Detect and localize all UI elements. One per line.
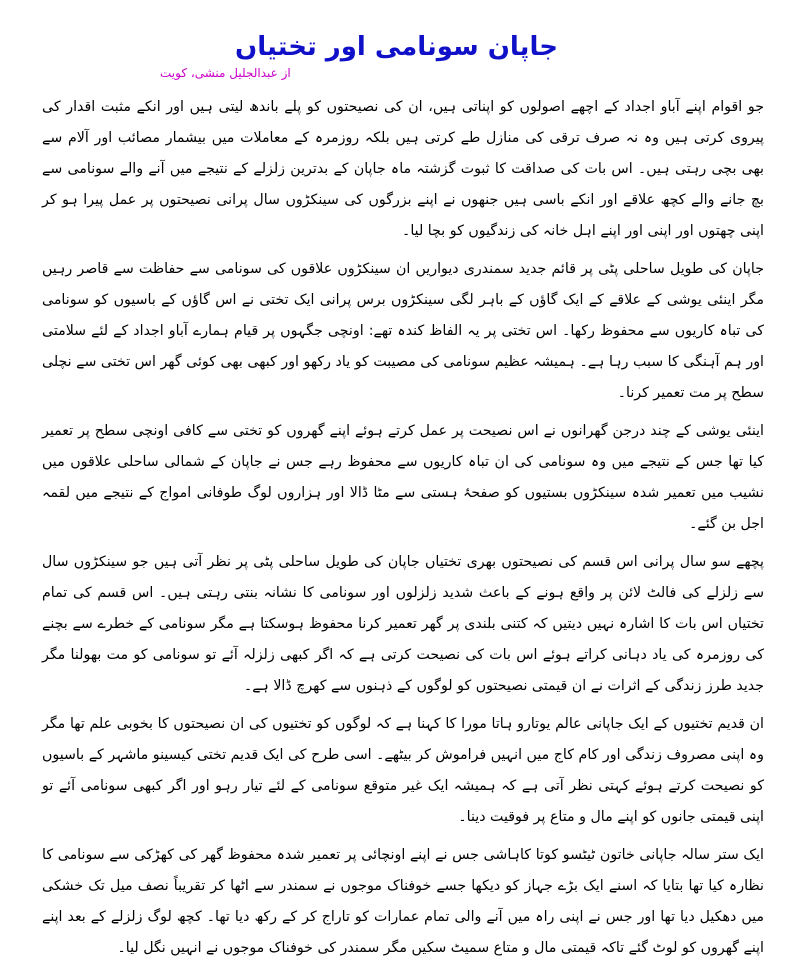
paragraph-2: جاپان کی طویل ساحلی پٹی پر قائم جدید سمندری دیواریں ان سینکڑوں علاقوں کی سونامی سے حفاظت سے قاصر رہیں مگر اینئی یوشی کے علاقے کے ایک گاؤں کے باہر لگی سینکڑوں برس پرانی ایک تختی نے اس گاؤں کے باسیوں کو سونامی کی تباہ کاریوں سے محفوظ رکھا۔ اس تختی پر یہ الفاظ کندہ تھے: اونچی جگہوں پر قیام ہمارے آباو اجداد کے لئے سلامتی اور ہم آہنگی کا سبب رہا ہے۔ ہمیشہ عظیم سونامی کی مصیبت کو یاد رکھو اور کبھی بھی کوئی گھر اس تختی سے نچلی سطح پر مت تعمیر کرنا۔ [42,261,764,401]
paragraph-3: اینئی یوشی کے چند درجن گھرانوں نے اس نصیحت پر عمل کرتے ہوئے اپنے گھروں کو تختی سے کافی اونچی سطح پر تعمیر کیا تھا جس کے نتیجے میں وہ سونامی کی ان تباہ کاریوں سے محفوظ رہے جس نے جاپان کے شمالی ساحلی علاقوں میں نشیب میں تعمیر شدہ سینکڑوں بستیوں کو صفحۂ ہستی سے مٹا ڈالا اور ہزاروں لوگ طوفانی امواج کے نتیجے میں لقمہ اجل بن گئے۔ [42,423,764,532]
article-byline: از عبدالجلیل منشی، کویت [160,66,291,80]
article-title: جاپان سونامی اور تختیاں [235,32,558,63]
paragraph-6: ایک ستر سالہ جاپانی خاتون ٹیٹسو کوتا کاہاشی جس نے اپنے اونچائی پر تعمیر شدہ محفوظ گھر کی کھڑکی سے سونامی کا نظارہ کیا تھا بتایا کہ اسنے ایک بڑے جہاز کو دیکھا جسے خوفناک موجوں نے سمندر سے اٹھا کر تقریباً نصف میل تک خشکی میں دھکیل دیا تھا اور جس نے اپنی راہ میں آنے والی تمام عمارات کو تاراج کر کے رکھ دیا تھا۔ کچھ لوگ زلزلے کے بعد اپنے اپنے گھروں کو لوٹ گئے تاکہ قیمتی مال و متاع سمیٹ سکیں مگر سمندر کی خوفناک موجوں نے انہیں نگل لیا۔ [42,847,764,956]
paragraph-4: پچھے سو سال پرانی اس قسم کی نصیحتوں بھری تختیاں جاپان کی طویل ساحلی پٹی پر نظر آتی ہیں جو سینکڑوں سال سے زلزلے کی فالٹ لائن پر واقع ہونے کے باعث شدید زلزلوں اور سونامی کا نشانہ بنتی رہتی ہیں۔ اس قسم کی تمام تختیاں اس بات کا اشارہ نہیں دیتیں کہ کتنی بلندی پر گھر تعمیر کرنا محفوظ ہوسکتا ہے مگر سونامی کے خطرے سے بچنے کی روزمرہ کی یاد دہانی کراتے ہوئے اس بات کی نصیحت کرتی ہے کہ اگر کبھی زلزلہ آئے تو سونامی کو مت بھولنا مگر جدید طرز زندگی کے اثرات نے ان قیمتی نصیحتوں کو لوگوں کے ذہنوں سے کھرچ ڈالا ہے۔ [42,554,764,694]
paragraph-1: جو اقوام اپنے آباو اجداد کے اچھے اصولوں کو اپناتی ہیں، ان کی نصیحتوں کو پلے باندھ لیتی ہیں اور انکے مثبت اقدار کی پیروی کرتی ہیں وہ نہ صرف ترقی کی منازل طے کرتی ہیں بلکہ روزمرہ کے معاملات میں بیشمار مصائب اور آلام سے بھی بچی رہتی ہیں۔ اس بات کی صداقت کا ثبوت گزشتہ ماہ جاپان کے بدترین زلزلے کے نتیجے میں آنے والے سونامی سے بچ جانے والے کچھ علاقے اور انکے باسی ہیں جنھوں نے اپنے بزرگوں کی سینکڑوں سال پرانی نصیحتوں پر عمل پیرا ہو کر اپنی چھتوں اور اپنی اور اپنے اہل خانہ کی زندگیوں کو بچا لیا۔ [42,99,764,239]
paragraph-5: ان قدیم تختیوں کے ایک جاپانی عالم یوتارو ہاتا مورا کا کہنا ہے کہ لوگوں کو تختیوں کی ان نصیحتوں کا بخوبی علم تھا مگر وہ اپنی مصروف زندگی اور کام کاج میں انہیں فراموش کر بیٹھے۔ اسی طرح کی ایک قدیم تختی کیسینو ماشہر کے باسیوں کو نصیحت کرتے ہوئے کہتی نظر آتی ہے کہ ہمیشہ ایک غیر متوقع سونامی کے لئے تیار رہو اور اگر کبھی سونامی آئے تو اپنی قیمتی جانوں کو اپنے مال و متاع پر فوقیت دینا۔ [42,716,764,825]
article-body [42,92,764,971]
